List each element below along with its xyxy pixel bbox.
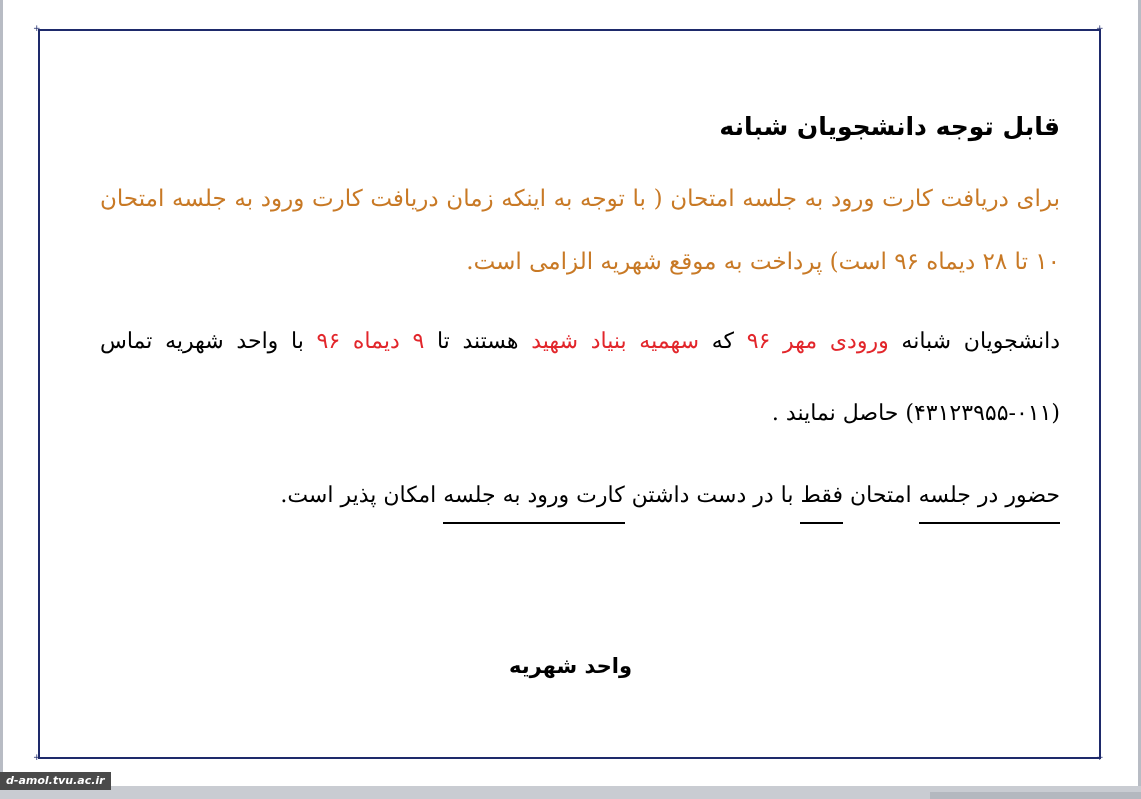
- notice-document: [100, 112, 1060, 542]
- p2-text-e: هستند تا: [424, 329, 532, 354]
- underlined-attendance: حضور: [1005, 483, 1060, 524]
- quota-highlight: سهمیه بنیاد شهید: [531, 329, 700, 354]
- attendance-paragraph: [100, 460, 1060, 532]
- corner-mark-icon: +: [1096, 24, 1104, 34]
- p3-text-h: امکان پذیر است.: [280, 483, 444, 508]
- underlined-only: فقط: [800, 483, 843, 524]
- bottom-strip-right: [930, 792, 1141, 799]
- deadline-highlight: ۹ دیماه ۹۶: [316, 329, 425, 354]
- card-payment-paragraph: برای دریافت کارت ورود به جلسه امتحان ( با توجه به اینکه زمان دریافت کارت ورود به جلسه امتحان ۱۰ تا ۲۸ دیماه ۹۶ است) پرداخت به موقع شهریه الزامی است.: [100, 186, 1060, 275]
- corner-mark-icon: +: [1096, 753, 1104, 763]
- notice-title: قابل توجه دانشجویان شبانه: [719, 112, 1060, 141]
- entry-term-highlight: ورودی مهر ۹۶: [746, 329, 889, 354]
- corner-mark-icon: +: [33, 753, 41, 763]
- signature: واحد شهریه: [508, 654, 633, 678]
- p2-text-c: که: [699, 329, 747, 354]
- window-top-area: [0, 0, 1141, 14]
- underlined-entry-card: کارت ورود به جلسه: [443, 483, 624, 524]
- underlined-session: جلسه: [919, 483, 971, 524]
- p3-text-d: امتحان: [843, 483, 919, 508]
- corner-mark-icon: +: [33, 24, 41, 34]
- martyr-quota-paragraph: [100, 306, 1060, 450]
- p2-text-a: دانشجویان شبانه: [888, 329, 1061, 354]
- underlined-gap: در: [971, 483, 1005, 524]
- p2-text-g: با واحد شهریه تماس (۰۱۱-۴۳۱۲۳۹۵۵) حاصل نمایند .: [100, 329, 1060, 426]
- p3-text-f: با در دست داشتن: [624, 483, 801, 508]
- site-watermark: d-amol.tvu.ac.ir: [0, 772, 111, 790]
